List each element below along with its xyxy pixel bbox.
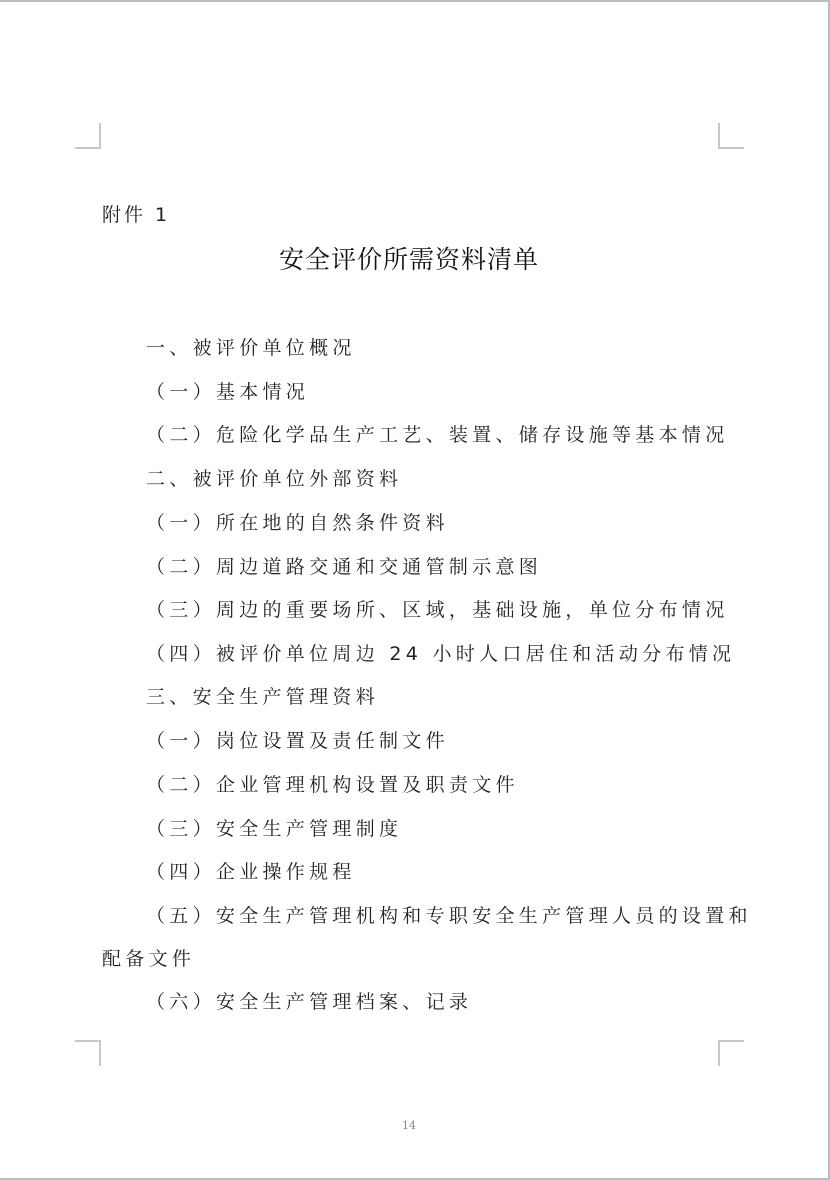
list-item: （一）基本情况 bbox=[146, 381, 310, 403]
list-item: （六）安全生产管理档案、记录 bbox=[146, 991, 473, 1013]
list-item-continuation: 配备文件 bbox=[102, 948, 196, 970]
list-item: （二）企业管理机构设置及职责文件 bbox=[146, 774, 519, 796]
page-border-top bbox=[0, 0, 830, 2]
list-item: （一）所在地的自然条件资料 bbox=[146, 512, 449, 534]
list-item: （四）被评价单位周边 24 小时人口居住和活动分布情况 bbox=[146, 643, 736, 665]
section-heading-2: 二、被评价单位外部资料 bbox=[146, 468, 403, 490]
section-heading-1: 一、被评价单位概况 bbox=[146, 337, 356, 359]
list-item: （五）安全生产管理机构和专职安全生产管理人员的设置和 bbox=[146, 905, 752, 927]
list-item: （二）危险化学品生产工艺、装置、储存设施等基本情况 bbox=[146, 424, 729, 446]
list-item: （一）岗位设置及责任制文件 bbox=[146, 730, 449, 752]
list-item: （三）安全生产管理制度 bbox=[146, 818, 403, 840]
list-item: （二）周边道路交通和交通管制示意图 bbox=[146, 556, 543, 578]
page-number: 14 bbox=[402, 1119, 416, 1132]
document-title: 安全评价所需资料清单 bbox=[278, 245, 539, 274]
section-heading-3: 三、安全生产管理资料 bbox=[146, 686, 380, 708]
list-item: （三）周边的重要场所、区域，基础设施，单位分布情况 bbox=[146, 599, 729, 621]
attachment-label: 附件 1 bbox=[102, 204, 171, 226]
list-item: （四）企业操作规程 bbox=[146, 861, 356, 883]
